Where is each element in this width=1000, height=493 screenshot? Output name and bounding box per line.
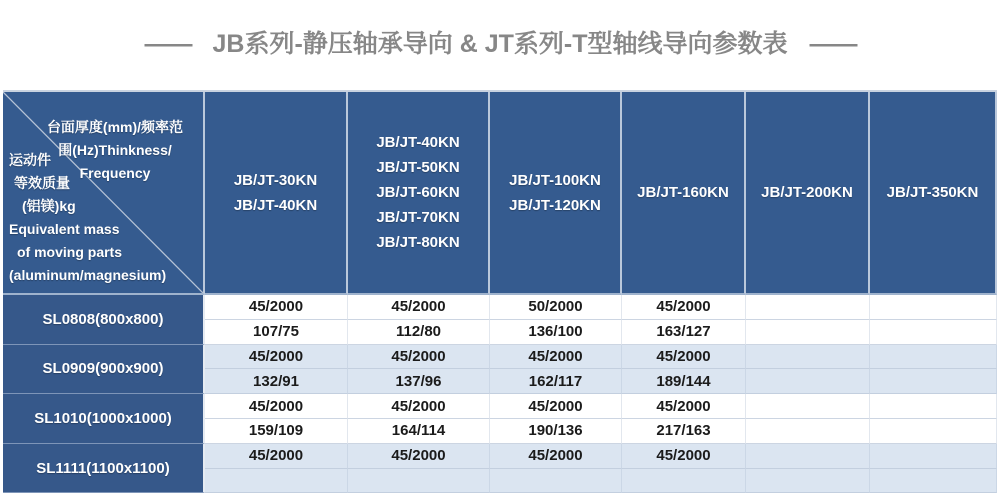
- value-cell: [746, 295, 870, 320]
- column-header-line: JB/JT-40KN: [233, 196, 318, 214]
- column-header-line: JB/JT-80KN: [376, 234, 460, 251]
- row-label-cell: SL1111(1100x1100): [3, 444, 205, 493]
- value-cell: [870, 394, 997, 419]
- value-cell: [870, 345, 997, 370]
- title-dash-right: ——: [809, 30, 856, 58]
- column-header-line: JB/JT-200KN: [761, 184, 853, 201]
- column-header-cell: [870, 92, 997, 295]
- value-cell: [870, 369, 997, 394]
- page-title-text: JB系列-静压轴承导向 & JT系列-T型轴线导向参数表: [212, 30, 788, 58]
- value-cell: [870, 469, 997, 493]
- value-cell: 137/96: [348, 369, 490, 394]
- column-header-line: JB/JT-160KN: [637, 184, 729, 201]
- value-cell: [205, 469, 348, 493]
- value-cell: 45/2000: [348, 444, 490, 469]
- value-cell: 45/2000: [205, 444, 348, 469]
- value-cell: 107/75: [205, 320, 348, 345]
- parameters-table: [3, 90, 997, 493]
- corner-line: (铝镁)kg: [22, 198, 76, 214]
- column-header-line: JB/JT-50KN: [376, 159, 460, 176]
- value-cell: 45/2000: [490, 345, 622, 370]
- column-header-line: JB/JT-30KN: [233, 171, 318, 189]
- value-cell: 189/144: [622, 369, 746, 394]
- value-cell: 45/2000: [490, 444, 622, 469]
- value-cell: 45/2000: [348, 394, 490, 419]
- value-cell: 45/2000: [348, 295, 490, 320]
- corner-line: Equivalent mass: [9, 221, 120, 237]
- corner-line: 台面厚度(mm)/频率范: [46, 119, 184, 135]
- title-dash-left: ——: [144, 30, 191, 58]
- value-cell: [622, 469, 746, 493]
- value-cell: [746, 469, 870, 493]
- value-cell: 112/80: [348, 320, 490, 345]
- value-cell: 159/109: [205, 419, 348, 444]
- row-label-cell: SL1010(1000x1000): [3, 394, 205, 444]
- value-cell: [490, 469, 622, 493]
- value-cell: 45/2000: [205, 394, 348, 419]
- corner-line: 等效质量: [14, 175, 70, 191]
- value-cell: [870, 419, 997, 444]
- corner-bottom-left-label: [9, 149, 166, 287]
- value-cell: 45/2000: [205, 345, 348, 370]
- value-cell: [870, 320, 997, 345]
- value-cell: [746, 394, 870, 419]
- column-header-line: JB/JT-120KN: [509, 196, 601, 214]
- page-title: [0, 0, 1000, 60]
- value-cell: 136/100: [490, 320, 622, 345]
- value-cell: 45/2000: [622, 444, 746, 469]
- column-header-line: JB/JT-100KN: [509, 171, 601, 189]
- value-cell: 162/117: [490, 369, 622, 394]
- value-cell: 163/127: [622, 320, 746, 345]
- value-cell: [870, 295, 997, 320]
- corner-line: 运动件: [9, 152, 51, 168]
- value-cell: 45/2000: [348, 345, 490, 370]
- value-cell: 45/2000: [622, 394, 746, 419]
- column-header-line: JB/JT-350KN: [886, 184, 979, 201]
- value-cell: [746, 419, 870, 444]
- column-header-line: JB/JT-60KN: [376, 184, 460, 201]
- column-header-cell: [746, 92, 870, 295]
- value-cell: 45/2000: [490, 394, 622, 419]
- column-header-cell: [490, 92, 622, 295]
- value-cell: 164/114: [348, 419, 490, 444]
- value-cell: 190/136: [490, 419, 622, 444]
- value-cell: 45/2000: [622, 295, 746, 320]
- value-cell: [746, 369, 870, 394]
- value-cell: [348, 469, 490, 493]
- value-cell: 132/91: [205, 369, 348, 394]
- column-header-line: JB/JT-70KN: [376, 209, 460, 226]
- corner-line: Frequency: [79, 165, 151, 181]
- corner-header-cell: [3, 92, 205, 295]
- column-header-cell: [205, 92, 348, 295]
- row-label-cell: SL0909(900x900): [3, 345, 205, 395]
- corner-line: 围(Hz)Thinkness/: [58, 142, 172, 158]
- column-header-line: JB/JT-40KN: [376, 134, 460, 151]
- row-label-cell: SL0808(800x800): [3, 295, 205, 345]
- value-cell: 217/163: [622, 419, 746, 444]
- value-cell: [746, 444, 870, 469]
- value-cell: [746, 320, 870, 345]
- column-header-cell: [622, 92, 746, 295]
- value-cell: 45/2000: [205, 295, 348, 320]
- value-cell: 50/2000: [490, 295, 622, 320]
- value-cell: [870, 444, 997, 469]
- corner-line: of moving parts: [17, 244, 123, 260]
- value-cell: 45/2000: [622, 345, 746, 370]
- column-header-cell: [348, 92, 490, 295]
- corner-line: (aluminum/magnesium): [9, 267, 167, 283]
- value-cell: [746, 345, 870, 370]
